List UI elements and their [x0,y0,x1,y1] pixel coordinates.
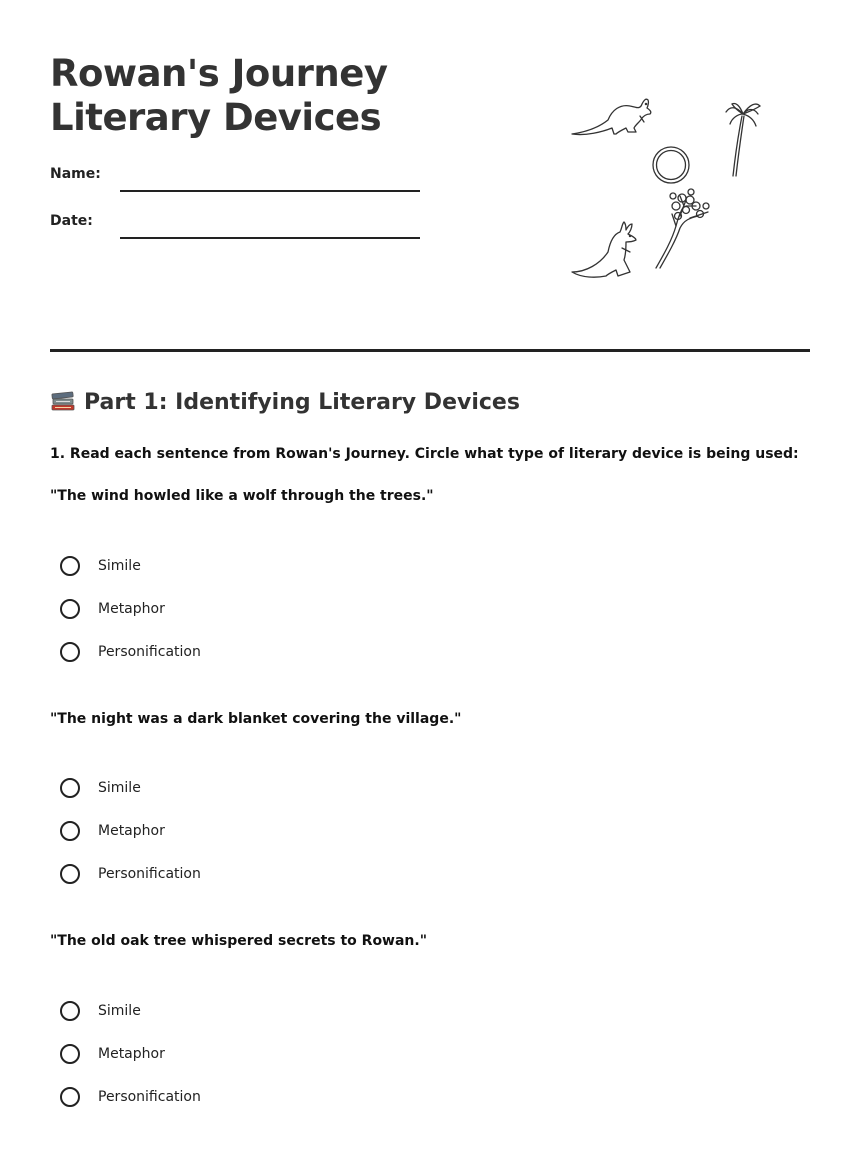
outback-illustration [560,88,780,288]
option-personification[interactable] [60,864,460,890]
option-label: Personification [98,644,201,660]
page-title [50,52,387,140]
option-simile[interactable] [60,1001,460,1027]
radio-circle[interactable] [60,1087,80,1107]
radio-circle[interactable] [60,1001,80,1021]
question-sentence: "The night was a dark blanket covering the village." [50,711,462,727]
section-title [50,388,520,418]
option-label: Metaphor [98,823,165,839]
header-divider [50,349,810,352]
option-label: Metaphor [98,601,165,617]
option-label: Simile [98,558,141,574]
section-title-text: Part 1: Identifying Literary Devices [84,390,520,415]
option-label: Simile [98,1003,141,1019]
date-label: Date: [50,213,93,229]
palm-tree-icon [726,103,760,176]
option-personification[interactable] [60,1087,460,1113]
sun-icon [653,147,689,183]
option-personification[interactable] [60,642,460,668]
option-label: Metaphor [98,1046,165,1062]
option-metaphor[interactable] [60,821,460,847]
books-icon [50,388,76,412]
option-metaphor[interactable] [60,599,460,625]
radio-circle[interactable] [60,556,80,576]
name-label: Name: [50,166,101,182]
option-metaphor[interactable] [60,1044,460,1070]
radio-circle[interactable] [60,599,80,619]
question-sentence: "The wind howled like a wolf through the trees." [50,488,434,504]
radio-circle[interactable] [60,1044,80,1064]
gum-tree-icon [656,189,709,268]
question-sentence: "The old oak tree whispered secrets to Rowan." [50,933,428,949]
name-input-line[interactable] [120,190,420,192]
radio-circle[interactable] [60,642,80,662]
instruction-text: 1. Read each sentence from Rowan's Journey. Circle what type of literary device is being used: [50,446,799,462]
kangaroo-icon [572,222,636,277]
radio-circle[interactable] [60,864,80,884]
name-field [50,164,420,194]
radio-circle[interactable] [60,821,80,841]
title-line-1: Rowan's Journey [50,52,388,95]
radio-circle[interactable] [60,778,80,798]
date-input-line[interactable] [120,237,420,239]
option-label: Simile [98,780,141,796]
option-simile[interactable] [60,556,460,582]
option-label: Personification [98,1089,201,1105]
kangaroo-icon [572,99,651,134]
option-label: Personification [98,866,201,882]
date-field [50,211,420,241]
option-simile[interactable] [60,778,460,804]
title-line-2: Literary Devices [50,96,382,139]
